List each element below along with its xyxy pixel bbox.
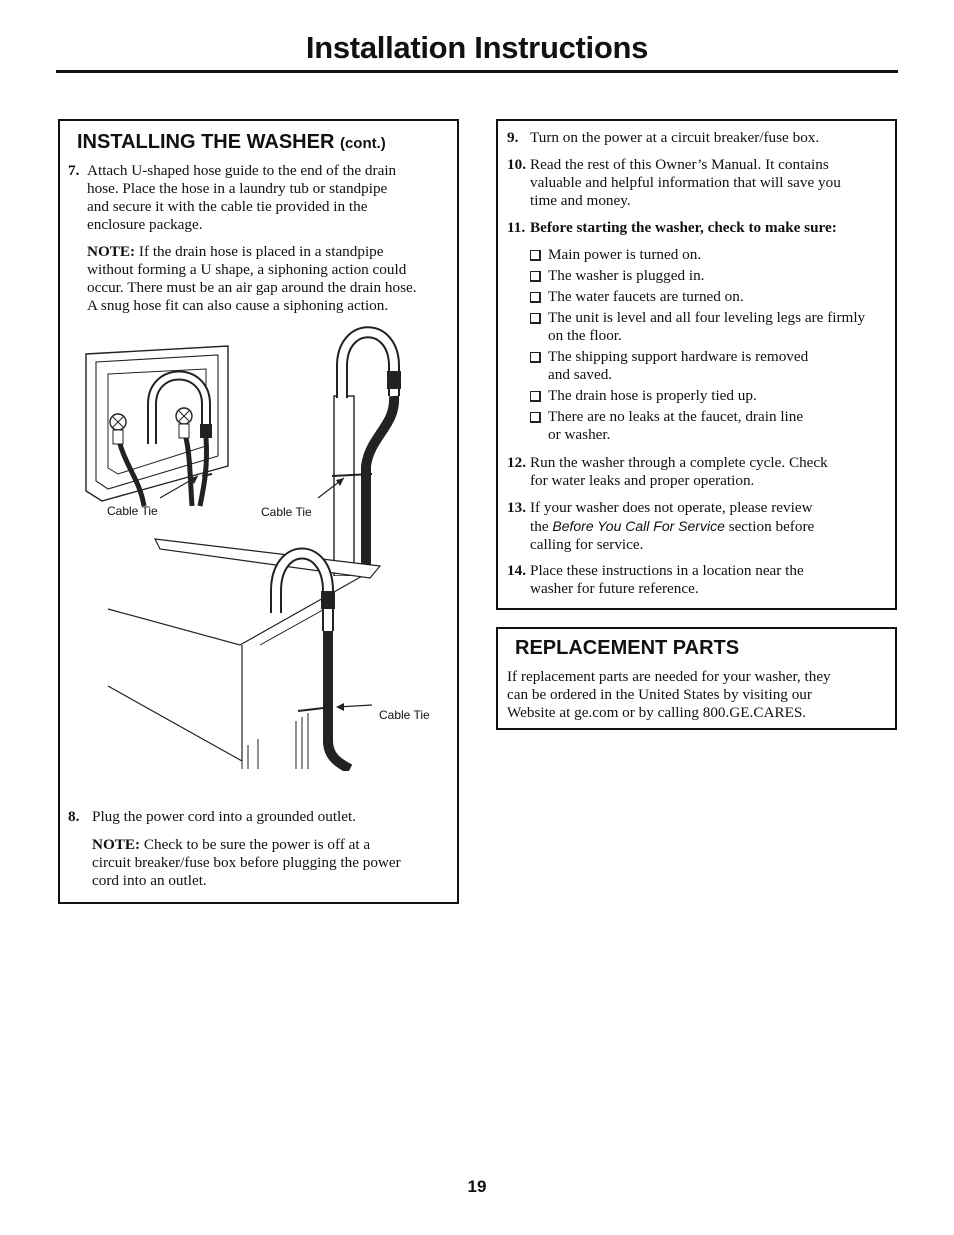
cable-tie-label-1: Cable Tie — [107, 504, 158, 518]
step-12-text: Run the washer through a complete cycle. Check for water leaks and proper operation. — [530, 454, 828, 489]
checkbox-icon — [530, 313, 541, 324]
step-13-text: If your washer does not operate, please review the Before You Call For Service section before calling for service. — [530, 499, 815, 553]
step-8-note: NOTE: Check to be sure the power is off at a circuit breaker/fuse box before plugging the power cord into an outlet. — [92, 836, 401, 889]
step-14-number: 14. — [507, 562, 526, 579]
checkbox-icon — [530, 250, 541, 261]
replacement-parts-text: If replacement parts are needed for your washer, they can be ordered in the United States by visiting our Website at ge.com or by calling 800.GE.CARES. — [507, 668, 831, 721]
installing-washer-section — [58, 119, 459, 904]
step-11-number: 11. — [507, 219, 526, 236]
title-rule — [56, 70, 898, 73]
step-7-number: 7. — [68, 162, 80, 179]
cable-tie-label-2: Cable Tie — [261, 505, 312, 519]
cable-tie-label-3: Cable Tie — [379, 708, 430, 722]
replacement-parts-section — [496, 627, 897, 730]
step-10-number: 10. — [507, 156, 526, 173]
checkbox-icon — [530, 271, 541, 282]
final-steps-section: 9. Turn on the power at a circuit breaker/fuse box. 10. Read the rest of this Owner’s Manual. It contains valuable and helpful information that will save you time and money. 11. Before starting the washer, check to make sure: Main power is turned on. The washer is plugged in. The water faucets are turned on. The unit is level and all four leveling legs are firmly on the floor. The shipping support hardware is removed and saved. The drain hose is properly tied up. There are no leaks at the faucet, drain line or washer. 12. Run the washer through a complete cycle. Check for water leaks and proper operation. 13. If your washer does not operate, please review the Before You Call For Service section before calling for service. 14. Place these instructions in a location near the washer for future reference. — [496, 119, 897, 610]
step-8-number: 8. — [68, 808, 80, 825]
step-11-text: Before starting the washer, check to make sure: — [530, 219, 837, 236]
step-14-text: Place these instructions in a location near the washer for future reference. — [530, 562, 804, 597]
page-title: Installation Instructions — [305, 30, 649, 65]
page-number: 19 — [467, 1177, 487, 1196]
step-7-text: Attach U-shaped hose guide to the end of the drain hose. Place the hose in a laundry tub or standpipe and secure it with the cable tie provided in the enclosure package. — [87, 162, 397, 233]
drain-hose-laundry-tub-illustration — [100, 531, 420, 771]
replacement-parts-heading: REPLACEMENT PARTS — [515, 637, 740, 659]
section-heading: INSTALLING THE WASHER (cont.) — [77, 131, 386, 153]
checkbox-icon — [530, 352, 541, 363]
checkbox-icon — [530, 412, 541, 423]
step-13-number: 13. — [507, 499, 526, 516]
step-8-text: Plug the power cord into a grounded outlet. — [92, 808, 357, 825]
step-10-text: Read the rest of this Owner’s Manual. It contains valuable and helpful information that will save you time and money. — [530, 156, 841, 209]
step-12-number: 12. — [507, 454, 526, 471]
step-9-number: 9. — [507, 129, 519, 146]
checkbox-icon — [530, 391, 541, 402]
step-9-text: Turn on the power at a circuit breaker/fuse box. — [530, 129, 820, 146]
checkbox-icon — [530, 292, 541, 303]
step-7-note: NOTE: If the drain hose is placed in a standpipe without forming a U shape, a siphoning action could occur. There must be an air gap around the drain hose. A snug hose fit can also cause a siphoning action. — [87, 243, 417, 314]
